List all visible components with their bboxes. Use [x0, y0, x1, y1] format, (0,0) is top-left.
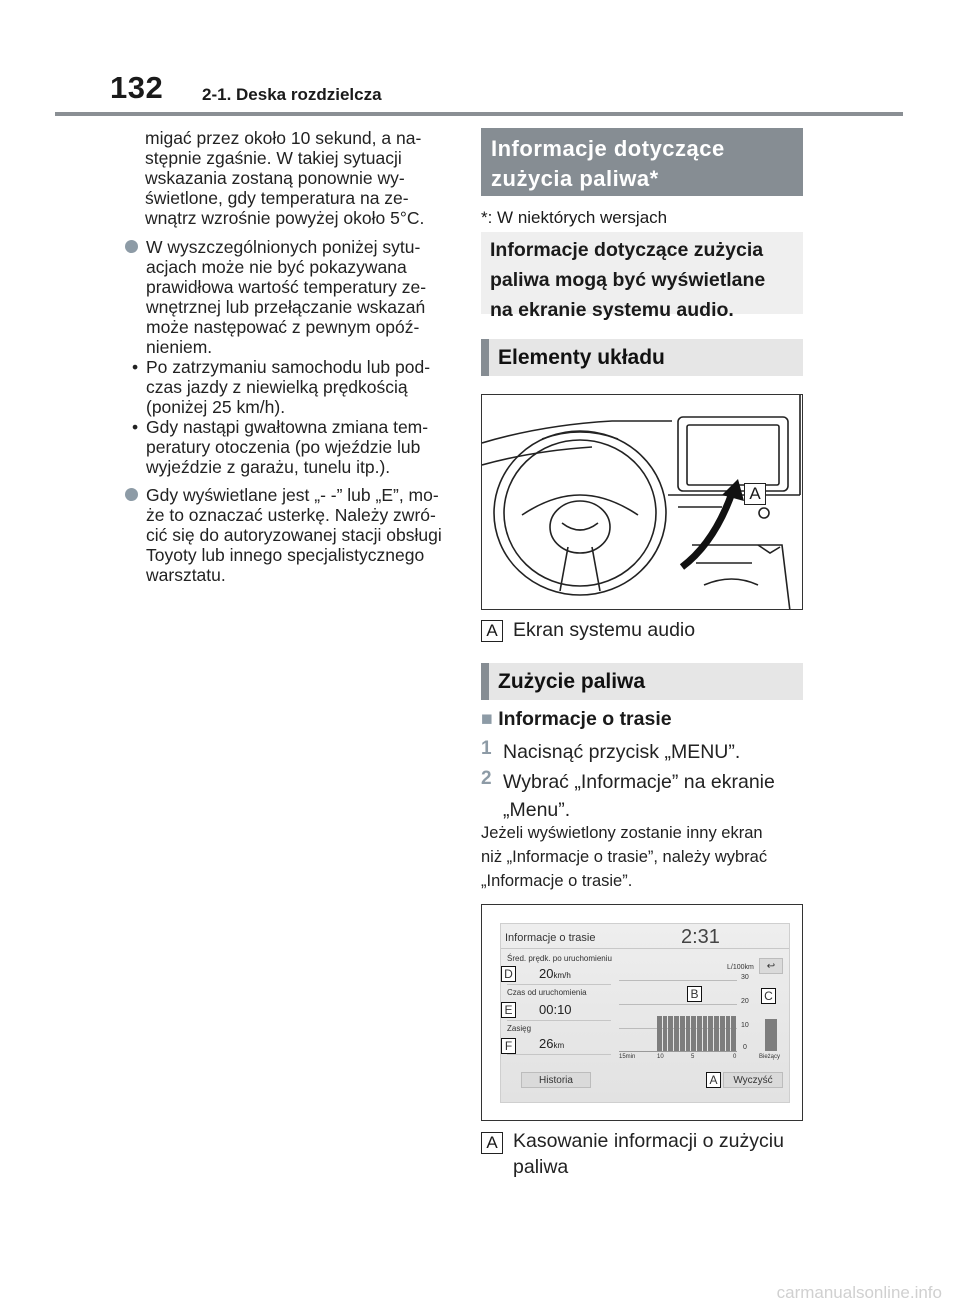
- text-line: paliwa: [513, 1156, 569, 1178]
- avg-speed-label: Śred. prędk. po uruchomieniu: [507, 954, 612, 963]
- history-bar: [731, 1016, 736, 1052]
- x-tick: Bieżący: [759, 1054, 781, 1060]
- callout-c: C: [761, 988, 776, 1004]
- history-bar: [714, 1016, 719, 1052]
- text-line: niż „Informacje o trasie”, należy wybrać: [481, 848, 768, 866]
- history-bar: [668, 1016, 673, 1052]
- step-1: [481, 738, 811, 763]
- square-bullet-icon: ■: [481, 708, 493, 730]
- sub-bullet-temperature-change: [132, 417, 466, 477]
- y-tick: 20: [741, 998, 749, 1005]
- text-line: na ekranie systemu audio.: [490, 299, 734, 321]
- text-line: Wybrać „Informacje” na ekranie: [503, 771, 775, 793]
- text-line: może następować z pewnym opóź-: [146, 317, 420, 337]
- section-title: 2-1. Deska rozdzielcza: [202, 85, 382, 104]
- avg-speed-value: [539, 966, 571, 981]
- caption-text: Ekran systemu audio: [513, 619, 696, 641]
- caption-letter-a: A: [481, 620, 503, 642]
- bullet-dot-icon: [125, 240, 138, 253]
- caption-clear-info: [481, 1128, 803, 1184]
- step-2: [481, 768, 811, 821]
- dash-bullet-icon: •: [132, 417, 139, 437]
- dashboard-figure: [481, 394, 803, 610]
- current-bar: [765, 1019, 777, 1051]
- clear-button[interactable]: Wyczyść: [723, 1072, 783, 1088]
- header-rule: [55, 112, 903, 116]
- time-value: 00:10: [539, 1002, 572, 1017]
- text-line: Informacje dotyczące zużycia: [490, 239, 764, 261]
- fuel-consumption-heading: Zużycie paliwa: [481, 663, 803, 700]
- dash-bullet-icon: •: [132, 357, 139, 377]
- y-tick: 30: [741, 974, 749, 981]
- history-bar: [686, 1016, 691, 1052]
- sub-bullet-slow-driving: [132, 357, 466, 417]
- text-line: wnątrz wzrośnie powyżej około 5°C.: [145, 208, 425, 228]
- step-text: [503, 768, 775, 824]
- text-line: paliwa mogą być wyświetlane: [490, 269, 766, 291]
- text-line: migać przez około 10 sekund, a na-: [145, 128, 422, 148]
- text-line: Po zatrzymaniu samochodu lub pod-: [146, 357, 431, 377]
- range-label: Zasięg: [507, 1024, 532, 1033]
- unit: km/h: [553, 971, 571, 980]
- footnote: *: W niektórych wersjach: [481, 208, 668, 227]
- history-bar: [663, 1016, 668, 1052]
- heading-line: Informacje dotyczące: [491, 136, 725, 161]
- value: 26: [539, 1036, 554, 1051]
- screen-clock: 2:31: [681, 926, 720, 948]
- text-line: warsztatu.: [146, 565, 226, 585]
- text-line: Jeżeli wyświetlony zostanie inny ekran: [481, 824, 763, 842]
- history-bar: [703, 1016, 708, 1052]
- baseline: [619, 1051, 737, 1052]
- step-number: 2: [481, 768, 492, 789]
- text-line: wnętrznej lub przełączanie wskazań: [146, 297, 426, 317]
- trip-info-note: [481, 821, 803, 893]
- screen-title: Informacje o trasie: [505, 932, 596, 944]
- bullet-malfunction: [146, 485, 464, 585]
- text-line: W wyszczególnionych poniżej sytu-: [146, 237, 421, 257]
- footer-url: carmanualsonline.info: [776, 1283, 942, 1302]
- y-tick: 0: [743, 1044, 747, 1051]
- history-bar: [697, 1016, 702, 1052]
- history-button[interactable]: Historia: [521, 1072, 591, 1088]
- trip-info-figure: [481, 904, 803, 1121]
- history-bar: [708, 1016, 713, 1052]
- trip-info-screen: [500, 923, 790, 1103]
- callout-b: B: [687, 986, 702, 1002]
- back-button[interactable]: [759, 958, 783, 974]
- unit-label: L/100km: [727, 964, 754, 971]
- range-value: [539, 1036, 564, 1051]
- text-line: wskazania zostaną ponownie wy-: [145, 168, 405, 188]
- x-tick: 5: [691, 1054, 695, 1060]
- back-icon: ↩: [766, 961, 776, 972]
- text-line: że to oznaczać usterkę. Należy zwró-: [146, 505, 436, 525]
- callout-f: F: [501, 1038, 516, 1054]
- components-heading: Elementy układu: [481, 339, 803, 376]
- text-line: wyjeździe z garażu, tunelu itp.).: [146, 457, 391, 477]
- text-line: Toyoty lub innego specjalistycznego: [146, 545, 425, 565]
- time-label: Czas od uruchomienia: [507, 988, 587, 997]
- text-line: Kasowanie informacji o zużyciu: [513, 1130, 784, 1152]
- text-line: cić się do autoryzowanej stacji obsługi: [146, 525, 442, 545]
- text-line: Gdy nastąpi gwałtowna zmiana tem-: [146, 417, 429, 437]
- trip-info-heading: [481, 708, 672, 731]
- unit: km: [553, 1041, 565, 1050]
- step-text: Nacisnąć przycisk „MENU”.: [503, 741, 741, 763]
- x-tick: 0: [733, 1054, 737, 1060]
- info-box: [481, 232, 803, 321]
- history-bar: [657, 1016, 662, 1052]
- y-tick: 10: [741, 1022, 749, 1029]
- history-bar: [674, 1016, 679, 1052]
- step-number: 1: [481, 738, 492, 759]
- bullet-temperature-delay: [146, 237, 481, 357]
- intro-paragraph: [145, 128, 480, 228]
- row-divider: [507, 984, 611, 985]
- text-line: czas jazdy z niewielką prędkością: [146, 377, 408, 397]
- x-tick: 10: [657, 1054, 664, 1060]
- text-line: acjach może nie być pokazywana: [146, 257, 407, 277]
- history-bar: [726, 1016, 731, 1052]
- callout-d: D: [501, 966, 516, 982]
- text-line: Gdy wyświetlane jest „- -” lub „E”, mo-: [146, 485, 439, 505]
- row-divider: [507, 1054, 611, 1055]
- callout-a: A: [706, 1072, 721, 1088]
- text-line: „Menu”.: [503, 799, 571, 821]
- callout-e: E: [501, 1002, 516, 1018]
- text-line: (poniżej 25 km/h).: [146, 397, 286, 417]
- history-bar: [680, 1016, 685, 1052]
- caption-letter-a: A: [481, 1132, 503, 1154]
- value: 20: [539, 966, 554, 981]
- text-line: „Informacje o trasie”.: [481, 872, 633, 890]
- callout-a: A: [744, 483, 766, 505]
- heading-line: zużycia paliwa*: [491, 166, 659, 191]
- caption-audio-screen: [481, 617, 803, 645]
- text-line: stępnie zgaśnie. W takiej sytuacji: [145, 148, 402, 168]
- page-number: 132: [110, 70, 164, 105]
- history-bar: [691, 1016, 696, 1052]
- text-line: nieniem.: [146, 337, 213, 357]
- section-heading-box: [481, 128, 803, 196]
- bullet-dot-icon: [125, 488, 138, 501]
- row-divider: [507, 1020, 611, 1021]
- text-line: peratury otoczenia (po wjeździe lub: [146, 437, 421, 457]
- caption-text: [513, 1128, 784, 1180]
- text-line: świetlone, gdy temperatura na ze-: [145, 188, 409, 208]
- history-bar: [720, 1016, 725, 1052]
- text-line: prawidłowa wartość temperatury ze-: [146, 277, 427, 297]
- x-tick: 15min: [619, 1054, 636, 1060]
- screen-divider: [501, 948, 789, 949]
- heading-text: Informacje o trasie: [498, 708, 672, 730]
